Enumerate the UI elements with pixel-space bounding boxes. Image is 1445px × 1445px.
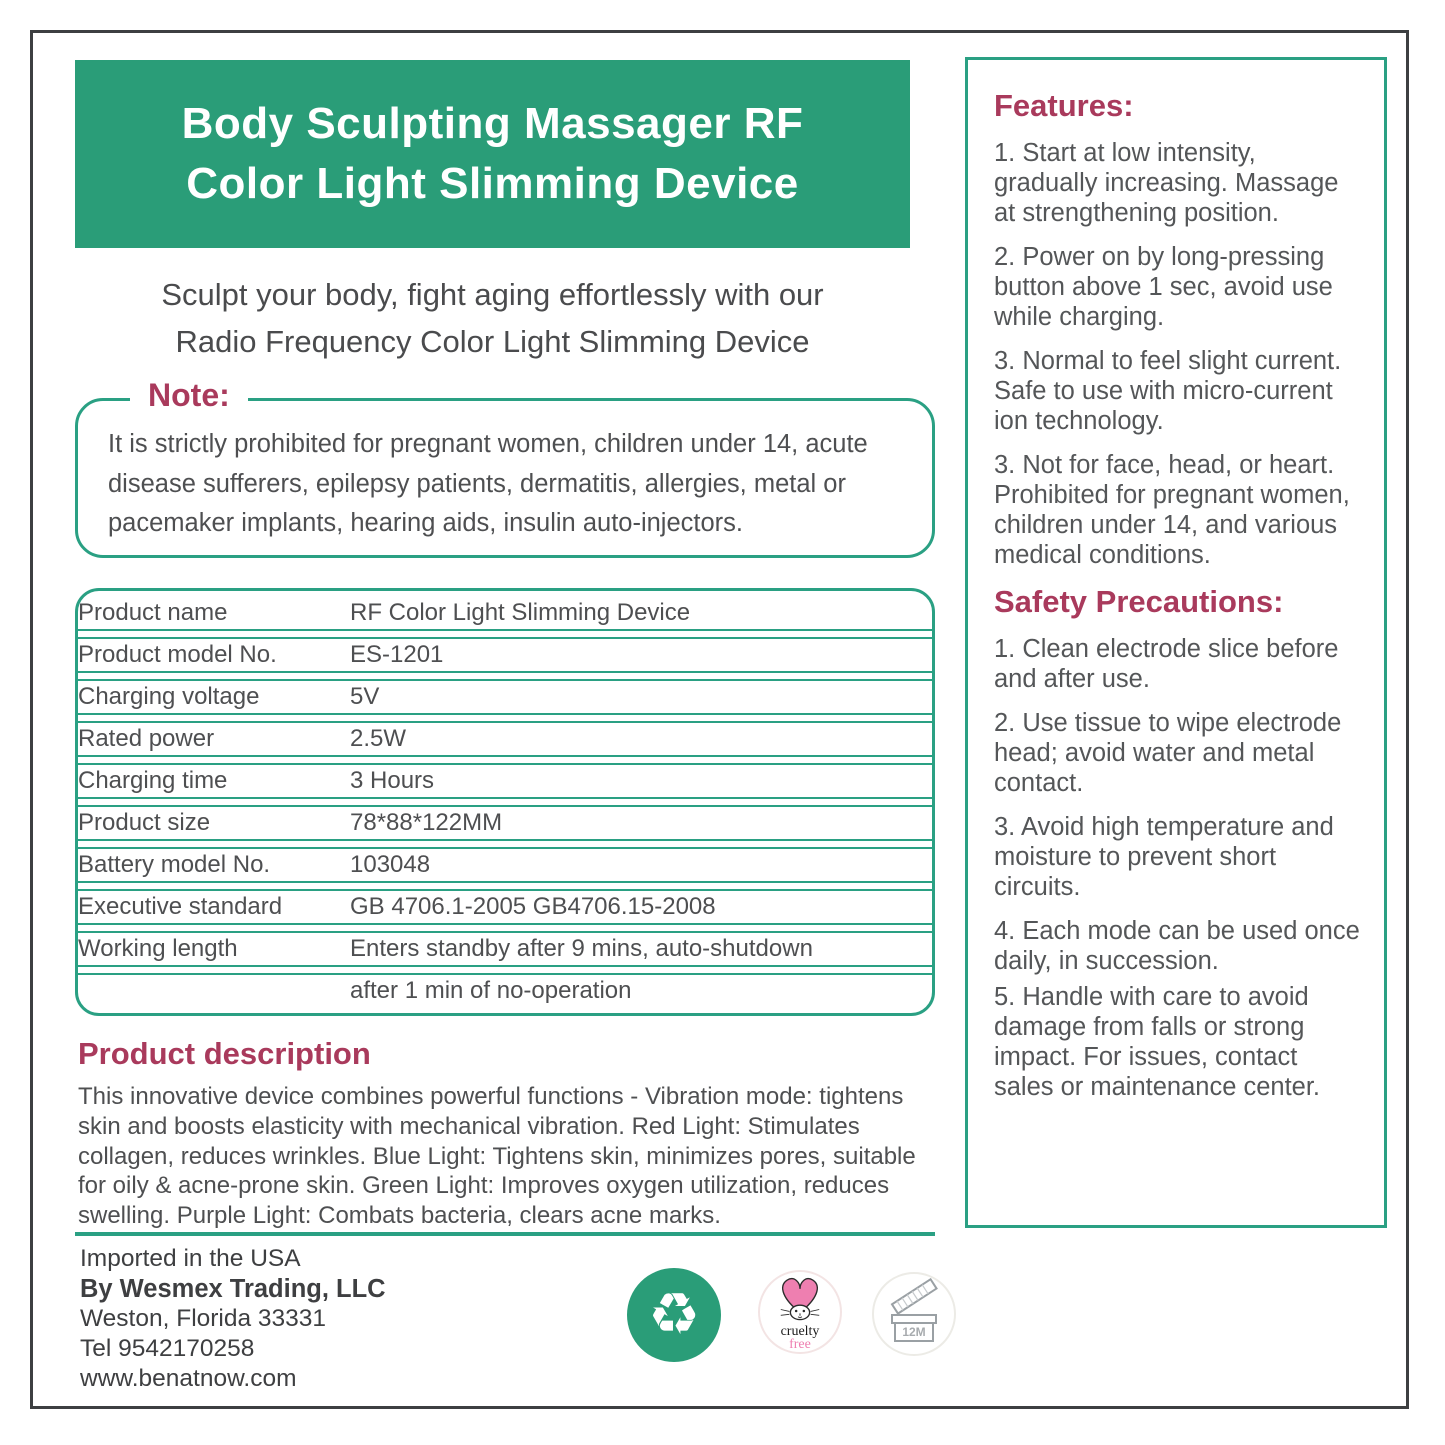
cruelty-free-word2: free [789, 1337, 811, 1352]
recycle-icon [627, 1268, 721, 1362]
table-row [78, 721, 932, 757]
safety-item: 1. Clean electrode slice before and after use. [994, 635, 1339, 693]
spec-label: Product size [78, 805, 350, 841]
table-row [78, 973, 932, 1007]
importer-line: Imported in the USA [80, 1245, 301, 1272]
features-panel [965, 57, 1387, 1228]
svg-text:12M: 12M [902, 1325, 926, 1339]
table-row [78, 805, 932, 841]
spec-label: Product model No. [78, 637, 350, 673]
cruelty-free-word1: cruelty [780, 1324, 820, 1339]
pao-12m-icon [872, 1272, 956, 1356]
spec-label: Charging voltage [78, 679, 350, 715]
note-box [75, 377, 935, 558]
note-heading: Note: [130, 377, 248, 414]
spec-label: Product name [78, 597, 350, 631]
safety-list [994, 634, 1360, 1102]
title-banner [75, 60, 910, 248]
safety-heading: Safety Precautions: [994, 584, 1284, 619]
spec-label: Rated power [78, 721, 350, 757]
spec-label: Charging time [78, 763, 350, 799]
features-list [994, 138, 1360, 570]
spec-value: 103048 [350, 847, 932, 883]
table-row [78, 679, 932, 715]
feature-item: 2. Power on by long-pressing button above 1 sec, avoid use while charging. [994, 243, 1333, 331]
safety-item: 5. Handle with care to avoid damage from falls or strong impact. For issues, contact sales or maintenance center. [994, 983, 1321, 1101]
spec-label: Executive standard [78, 889, 350, 925]
note-text: It is strictly prohibited for pregnant women, children under 14, acute disease sufferers, epilepsy patients, dermatitis, allergies, metal or pacemaker implants, hearing aids, insulin auto-injectors. [108, 430, 868, 538]
table-row [78, 889, 932, 925]
importer-info [80, 1244, 386, 1394]
spec-table [75, 588, 935, 1016]
product-subtitle [75, 272, 910, 365]
open-jar-icon [878, 1278, 950, 1350]
feature-item: 1. Start at low intensity, gradually increasing. Massage at strengthening position. [994, 139, 1339, 227]
subtitle-line-1: Sculpt your body, fight aging effortlessly with our [161, 277, 824, 312]
spec-value: Enters standby after 9 mins, auto-shutdown [350, 931, 932, 967]
spec-value: 5V [350, 679, 932, 715]
features-heading: Features: [994, 88, 1134, 123]
spec-value: ES-1201 [350, 637, 932, 673]
spec-value: after 1 min of no-operation [350, 973, 932, 1007]
spec-label: Working length [78, 931, 350, 967]
spec-label: Battery model No. [78, 847, 350, 883]
description-text: This innovative device combines powerful functions - Vibration mode: tightens skin and boosts elasticity with mechanical vibration. Red Light: Stimulates collagen, reduces wrinkles. Blue Light: Tightens skin, minimizes pores, suitable for oily & acne-prone skin. Green Light: Improves oxygen utilization, reduces swelling. Purple Light: Combats bacteria, clears acne marks. [78, 1083, 916, 1229]
bunny-heart-icon [770, 1272, 830, 1322]
feature-item: 3. Normal to feel slight current. Safe to use with micro-current ion technology. [994, 347, 1342, 435]
footer-divider [75, 1232, 935, 1236]
importer-website: www.benatnow.com [80, 1365, 297, 1392]
subtitle-line-2: Radio Frequency Color Light Slimming Device [175, 323, 810, 359]
safety-item: 3. Avoid high temperature and moisture to prevent short circuits. [994, 813, 1334, 901]
table-row [78, 597, 932, 631]
spec-value: GB 4706.1-2005 GB4706.15-2008 [350, 889, 932, 925]
banner-title-line-2: Color Light Slimming Device [186, 159, 799, 208]
table-row [78, 931, 932, 967]
importer-line: Weston, Florida 33331 [80, 1305, 327, 1332]
table-row [78, 763, 932, 799]
spec-value: 3 Hours [350, 763, 932, 799]
safety-item: 2. Use tissue to wipe electrode head; avoid water and metal contact. [994, 709, 1342, 797]
feature-item: 3. Not for face, head, or heart. Prohibited for pregnant women, children under 14, and various medical conditions. [994, 451, 1350, 569]
table-row [78, 637, 932, 673]
spec-value: 78*88*122MM [350, 805, 932, 841]
description-heading: Product description [78, 1036, 371, 1071]
spec-label [78, 973, 350, 1007]
importer-phone: Tel 9542170258 [80, 1335, 255, 1362]
spec-value: RF Color Light Slimming Device [350, 597, 932, 631]
spec-value: 2.5W [350, 721, 932, 757]
cruelty-free-icon [758, 1270, 842, 1354]
importer-company: By Wesmex Trading, LLC [80, 1275, 386, 1303]
recycle-glyph: ♻ [648, 1279, 700, 1348]
safety-item: 4. Each mode can be used once daily, in succession. [994, 917, 1360, 975]
banner-title-line-1: Body Sculpting Massager RF [181, 99, 804, 149]
table-row [78, 847, 932, 883]
